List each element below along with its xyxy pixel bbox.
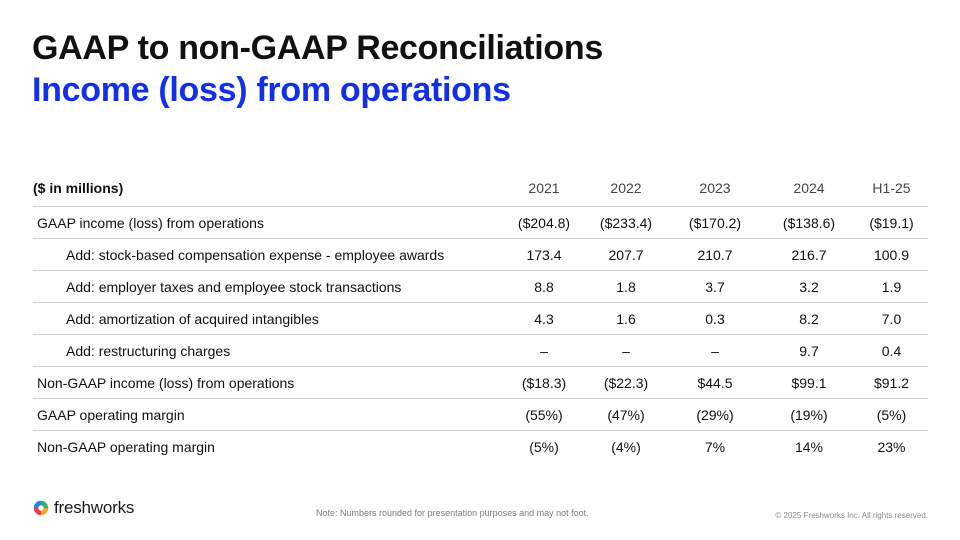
cell-value: (5%)	[503, 431, 585, 463]
cell-value: ($22.3)	[585, 367, 667, 399]
page-subtitle: Income (loss) from operations	[32, 71, 511, 109]
cell-value: ($19.1)	[855, 207, 928, 239]
table-row	[33, 239, 928, 271]
copyright: © 2025 Freshworks Inc. All rights reserved.	[775, 511, 928, 520]
cell-value: 1.8	[585, 271, 667, 303]
table-row	[33, 207, 928, 239]
column-header: 2022	[610, 180, 642, 196]
row-label: Add: amortization of acquired intangibles	[33, 303, 503, 335]
cell-value: 23%	[855, 431, 928, 463]
cell-value: 216.7	[763, 239, 855, 271]
cell-value: 8.2	[763, 303, 855, 335]
row-label: GAAP income (loss) from operations	[33, 207, 503, 239]
cell-value: ($18.3)	[503, 367, 585, 399]
cell-value: ($204.8)	[503, 207, 585, 239]
cell-value: (4%)	[585, 431, 667, 463]
freshworks-logo	[32, 498, 134, 518]
page-title: GAAP to non-GAAP Reconciliations	[32, 29, 603, 67]
cell-value: –	[585, 335, 667, 367]
cell-value: –	[667, 335, 763, 367]
table-row	[33, 367, 928, 399]
cell-value: ($138.6)	[763, 207, 855, 239]
cell-value: (19%)	[763, 399, 855, 431]
column-header: 2024	[793, 180, 825, 196]
unit-label: ($ in millions)	[33, 180, 124, 196]
cell-value: (55%)	[503, 399, 585, 431]
row-label: Add: restructuring charges	[33, 335, 503, 367]
cell-value: 14%	[763, 431, 855, 463]
cell-value: 100.9	[855, 239, 928, 271]
cell-value: $91.2	[855, 367, 928, 399]
table-row	[33, 399, 928, 431]
cell-value: 0.3	[667, 303, 763, 335]
cell-value: 0.4	[855, 335, 928, 367]
cell-value: ($170.2)	[667, 207, 763, 239]
row-label: GAAP operating margin	[33, 399, 503, 431]
brand-name: freshworks	[54, 498, 135, 517]
cell-value: 3.2	[763, 271, 855, 303]
table-row	[33, 431, 928, 463]
table-row	[33, 303, 928, 335]
cell-value: $99.1	[763, 367, 855, 399]
freshworks-logo-icon	[32, 499, 50, 517]
cell-value: 1.9	[855, 271, 928, 303]
row-label: Add: stock-based compensation expense - employee awards	[33, 239, 503, 271]
cell-value: $44.5	[667, 367, 763, 399]
row-label: Add: employer taxes and employee stock transactions	[33, 271, 503, 303]
table-header-row	[33, 162, 928, 207]
column-header: 2021	[528, 180, 560, 196]
cell-value: 3.7	[667, 271, 763, 303]
row-label: Non-GAAP income (loss) from operations	[33, 367, 503, 399]
footnote: Note: Numbers rounded for presentation purposes and may not foot.	[316, 508, 589, 518]
table-row	[33, 271, 928, 303]
table-row	[33, 335, 928, 367]
column-header: 2023	[699, 180, 731, 196]
cell-value: ($233.4)	[585, 207, 667, 239]
cell-value: (47%)	[585, 399, 667, 431]
cell-value: 7.0	[855, 303, 928, 335]
cell-value: 210.7	[667, 239, 763, 271]
cell-value: 207.7	[585, 239, 667, 271]
cell-value: 9.7	[763, 335, 855, 367]
cell-value: 7%	[667, 431, 763, 463]
column-header: H1-25	[872, 180, 911, 196]
cell-value: 1.6	[585, 303, 667, 335]
cell-value: –	[503, 335, 585, 367]
cell-value: (29%)	[667, 399, 763, 431]
title-block	[32, 28, 603, 112]
cell-value: 173.4	[503, 239, 585, 271]
reconciliation-table	[33, 162, 928, 462]
cell-value: 8.8	[503, 271, 585, 303]
cell-value: 4.3	[503, 303, 585, 335]
row-label: Non-GAAP operating margin	[33, 431, 503, 463]
cell-value: (5%)	[855, 399, 928, 431]
